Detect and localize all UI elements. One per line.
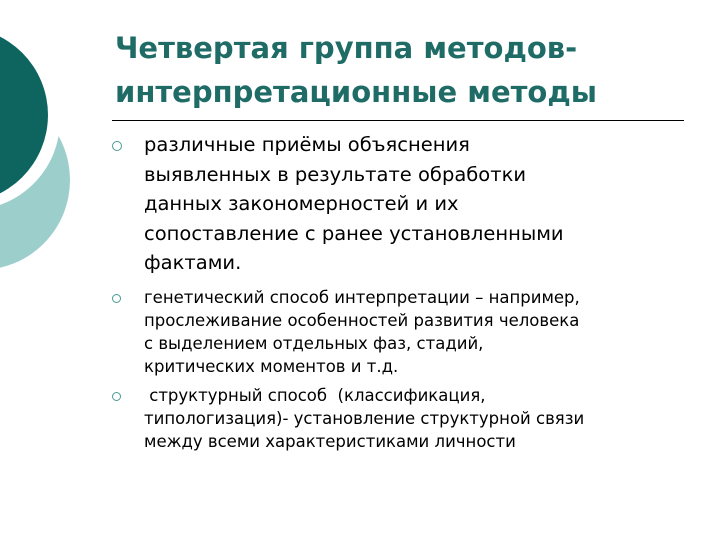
bullet-text-line: прослеживание особенностей развития человека: [144, 310, 580, 330]
circle-bullet-icon: [112, 294, 121, 303]
bullet-item-1: [112, 130, 692, 278]
bullet-text-line: выявленных в результате обработки: [144, 162, 527, 186]
bullet-text-line: фактами.: [144, 251, 242, 274]
title-divider: [112, 120, 684, 121]
bullet-text-line: различные приёмы объяснения: [144, 133, 470, 156]
bullet-text-line: сопоставление с ранее установленными: [144, 221, 564, 245]
bullet-text-line: с выделением отдельных фаз, стадий,: [144, 333, 484, 353]
bullet-item-3: [112, 384, 692, 453]
bullet-text-line: генетический способ интерпретации – например,: [144, 287, 580, 307]
bullet-item-2: [112, 286, 692, 378]
slide-title: [115, 26, 695, 114]
circle-bullet-icon: [112, 392, 121, 401]
decorative-circles: [0, 0, 90, 290]
bullet-text-line: структурный способ (классификация,: [144, 385, 486, 405]
title-line-2: интерпретационные методы: [115, 75, 597, 109]
bullet-text-line: типологизация)- установление структурной связи: [144, 408, 585, 428]
title-line-1: Четвертая группа методов-: [115, 31, 578, 65]
bullet-text-line: данных закономерностей и их: [144, 192, 459, 215]
bullet-text-line: между всеми характеристиками личности: [144, 431, 516, 451]
bullet-list: [112, 130, 692, 459]
bullet-text-line: критических моментов и т.д.: [144, 356, 399, 376]
circle-bullet-icon: [112, 141, 122, 151]
